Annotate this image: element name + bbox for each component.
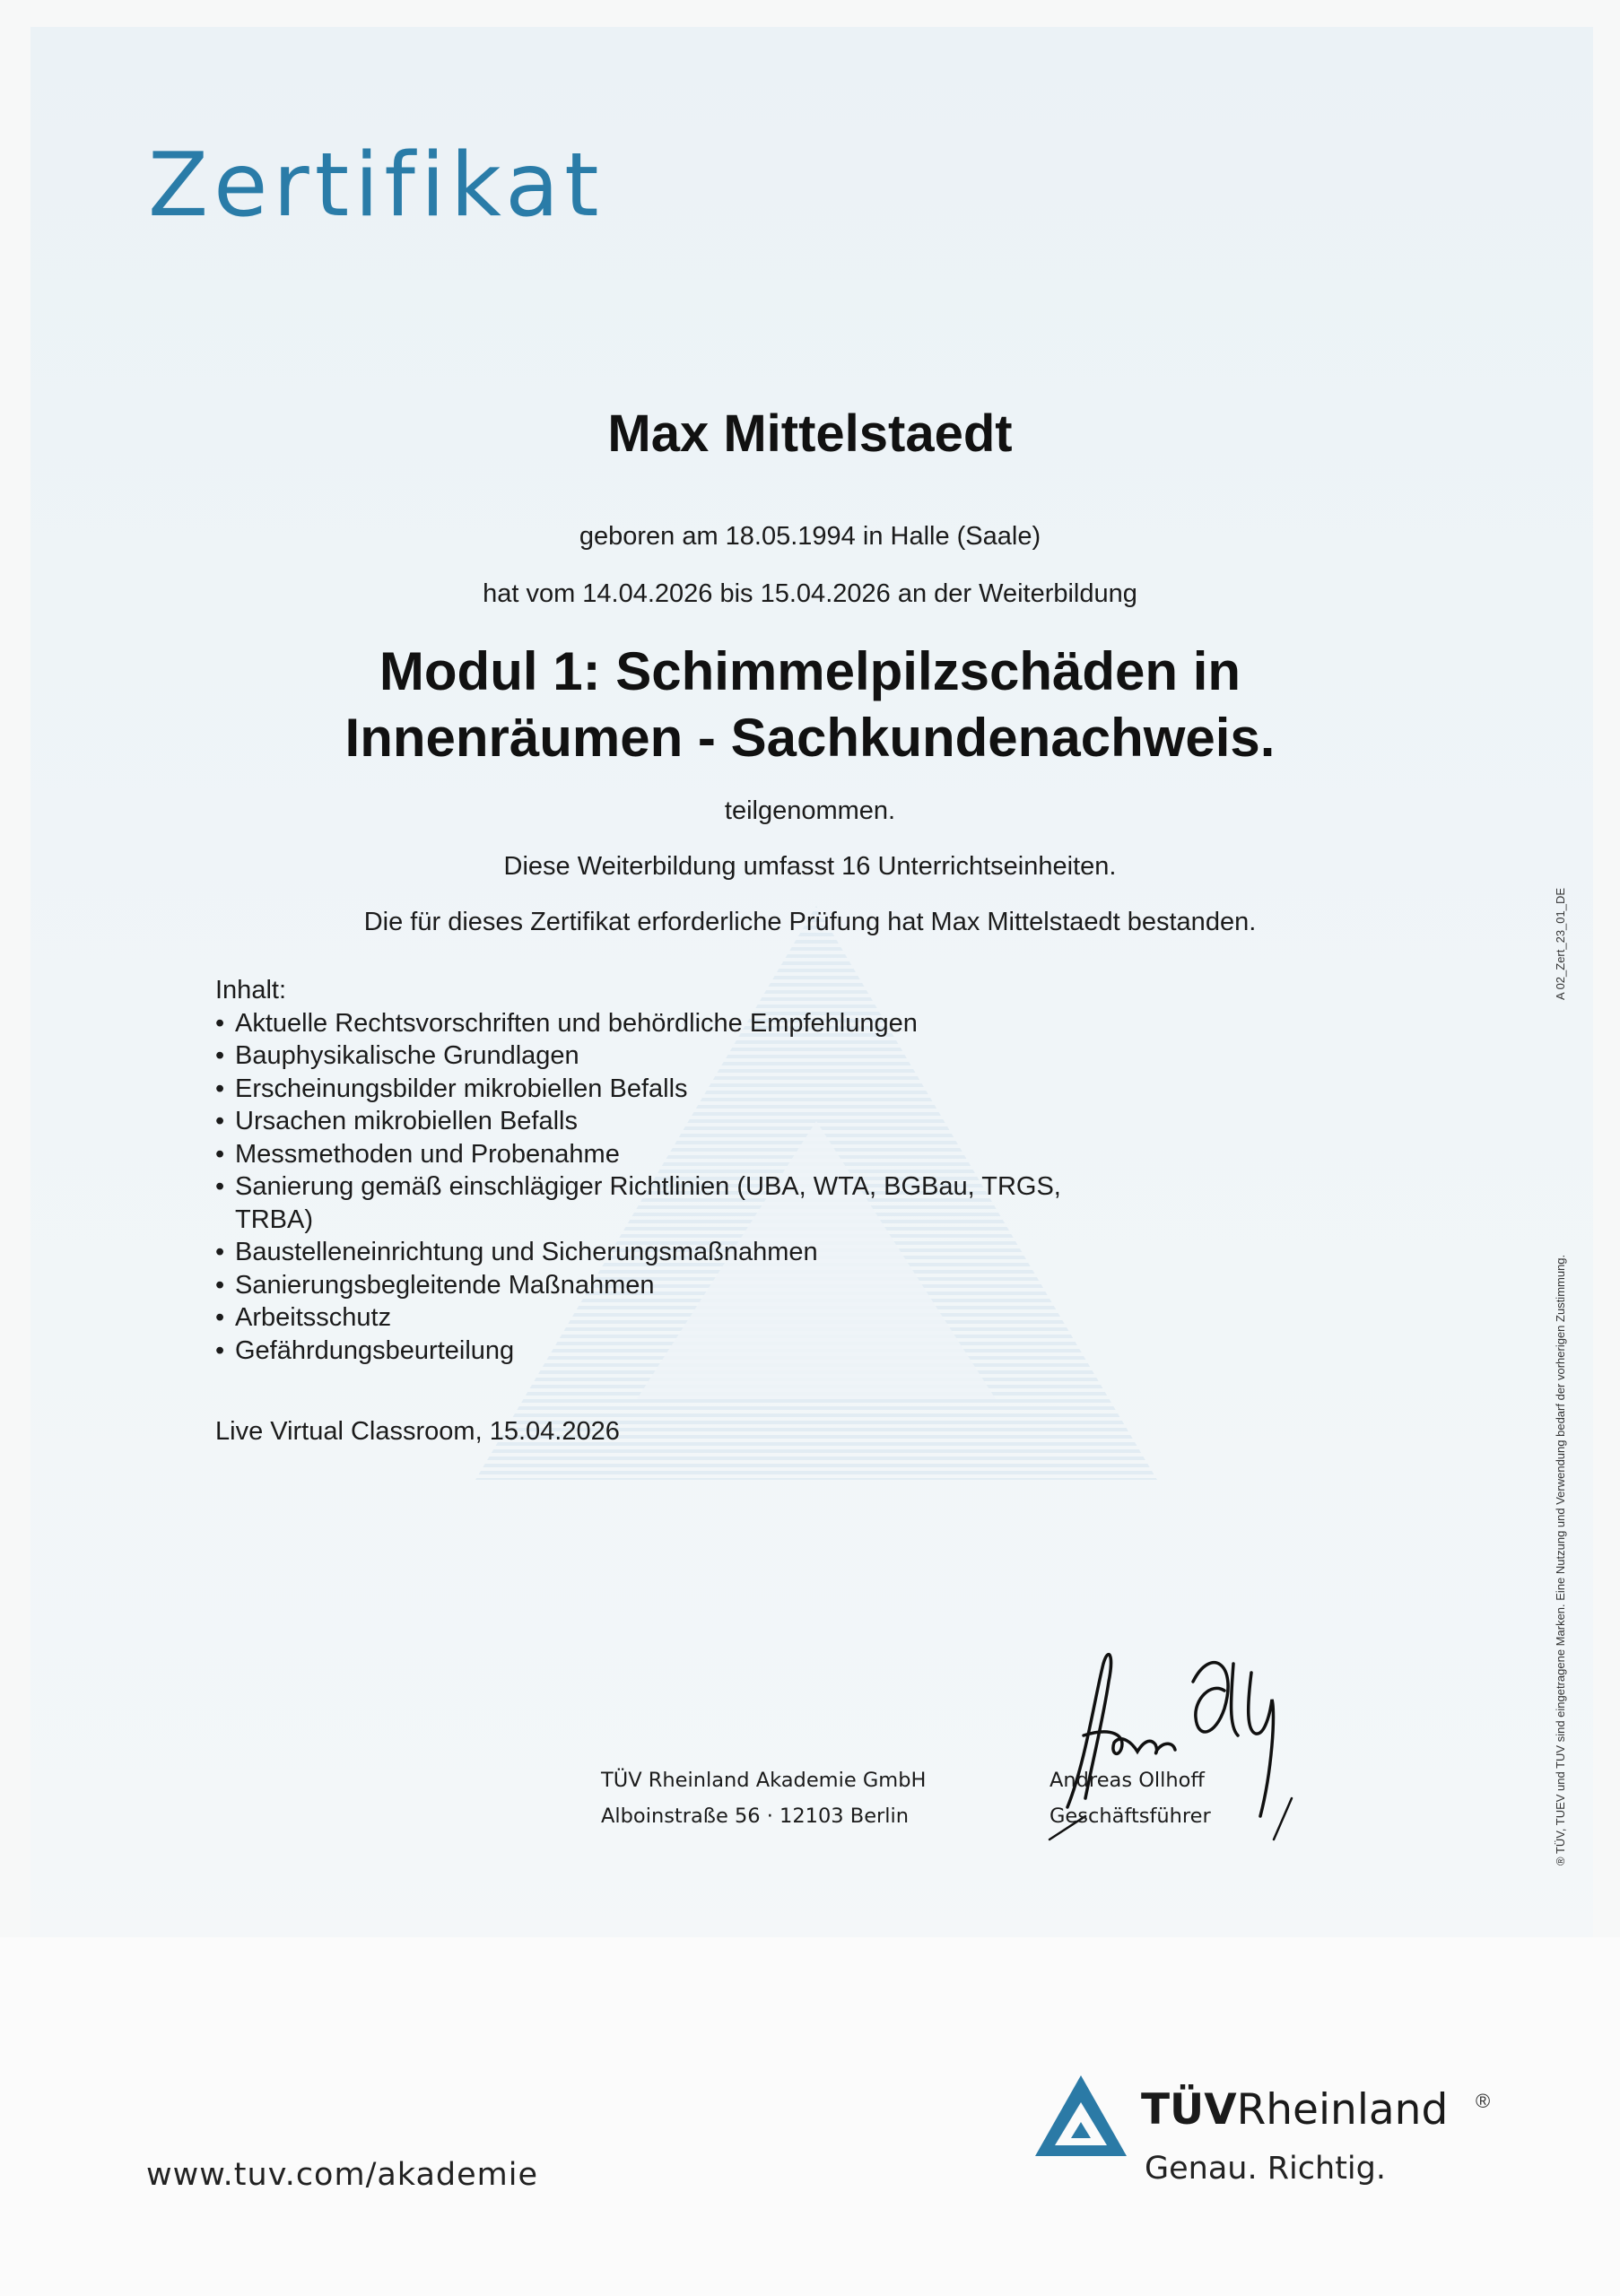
- birth-line: geboren am 18.05.1994 in Halle (Saale): [579, 522, 1041, 551]
- course-title-line: Innenräumen - Sachkundenachweis.: [344, 708, 1276, 768]
- participant-name: Max Mittelstaedt: [607, 404, 1013, 463]
- registered-mark: ®: [1476, 2090, 1491, 2112]
- list-item: • Erscheinungsbilder mikrobiellen Befalls: [215, 1073, 1132, 1106]
- list-item: • Sanierungsbegleitende Maßnahmen: [215, 1269, 1132, 1302]
- issuer-company: TÜV Rheinland Akademie GmbH: [601, 1769, 927, 1792]
- participation-line: teilgenommen.: [724, 796, 896, 825]
- website-link[interactable]: www.tuv.com/akademie: [146, 2157, 539, 2193]
- brand-bold: TÜV: [1141, 2085, 1237, 2135]
- content-list: [215, 1007, 1132, 1368]
- units-line: Diese Weiterbildung umfasst 16 Unterrichtseinheiten.: [503, 852, 1117, 881]
- course-title: [0, 639, 1620, 771]
- exam-line: Die für dieses Zertifikat erforderliche Prüfung hat Max Mittelstaedt bestanden.: [363, 908, 1257, 936]
- document-code: A 02_Zert_23_01_DE: [1554, 887, 1567, 1000]
- brand-regular: Rheinland: [1236, 2085, 1449, 2135]
- content-section: [215, 974, 1132, 1367]
- issuer-block: [601, 1762, 926, 1834]
- issuer-address: Alboinstraße 56 · 12103 Berlin: [601, 1805, 910, 1828]
- brand-logo: [1141, 2085, 1448, 2135]
- trademark-note: ® TÜV, TUEV und TUV sind eingetragene Marken. Eine Nutzung und Verwendung bedarf der vorherigen Zustimmung.: [1554, 1254, 1567, 1866]
- brand-tagline: Genau. Richtig.: [1145, 2151, 1386, 2187]
- course-title-line: Modul 1: Schimmelpilzschäden in: [379, 641, 1241, 701]
- signer-name: Andreas Ollhoff: [1050, 1769, 1205, 1792]
- signer-role: Geschäftsführer: [1050, 1805, 1211, 1828]
- signer-block: [1050, 1762, 1211, 1834]
- place-date: Live Virtual Classroom, 15.04.2026: [215, 1417, 620, 1446]
- list-item: • Aktuelle Rechtsvorschriften und behördliche Empfehlungen: [215, 1007, 1132, 1040]
- list-item: • Baustelleneinrichtung und Sicherungsmaßnahmen: [215, 1236, 1132, 1269]
- period-line: hat vom 14.04.2026 bis 15.04.2026 an der Weiterbildung: [483, 579, 1137, 608]
- list-item: • Gefährdungsbeurteilung: [215, 1335, 1132, 1368]
- tuv-triangle-logo-icon: [1032, 2072, 1130, 2161]
- list-item: • Sanierung gemäß einschlägiger Richtlinien (UBA, WTA, BGBau, TRGS, TRBA): [215, 1170, 1132, 1236]
- content-heading: Inhalt:: [215, 976, 286, 1004]
- list-item: • Ursachen mikrobiellen Befalls: [215, 1105, 1132, 1138]
- list-item: • Messmethoden und Probenahme: [215, 1138, 1132, 1171]
- certificate-title: Zertifikat: [148, 135, 605, 237]
- list-item: • Arbeitsschutz: [215, 1301, 1132, 1335]
- list-item: • Bauphysikalische Grundlagen: [215, 1039, 1132, 1073]
